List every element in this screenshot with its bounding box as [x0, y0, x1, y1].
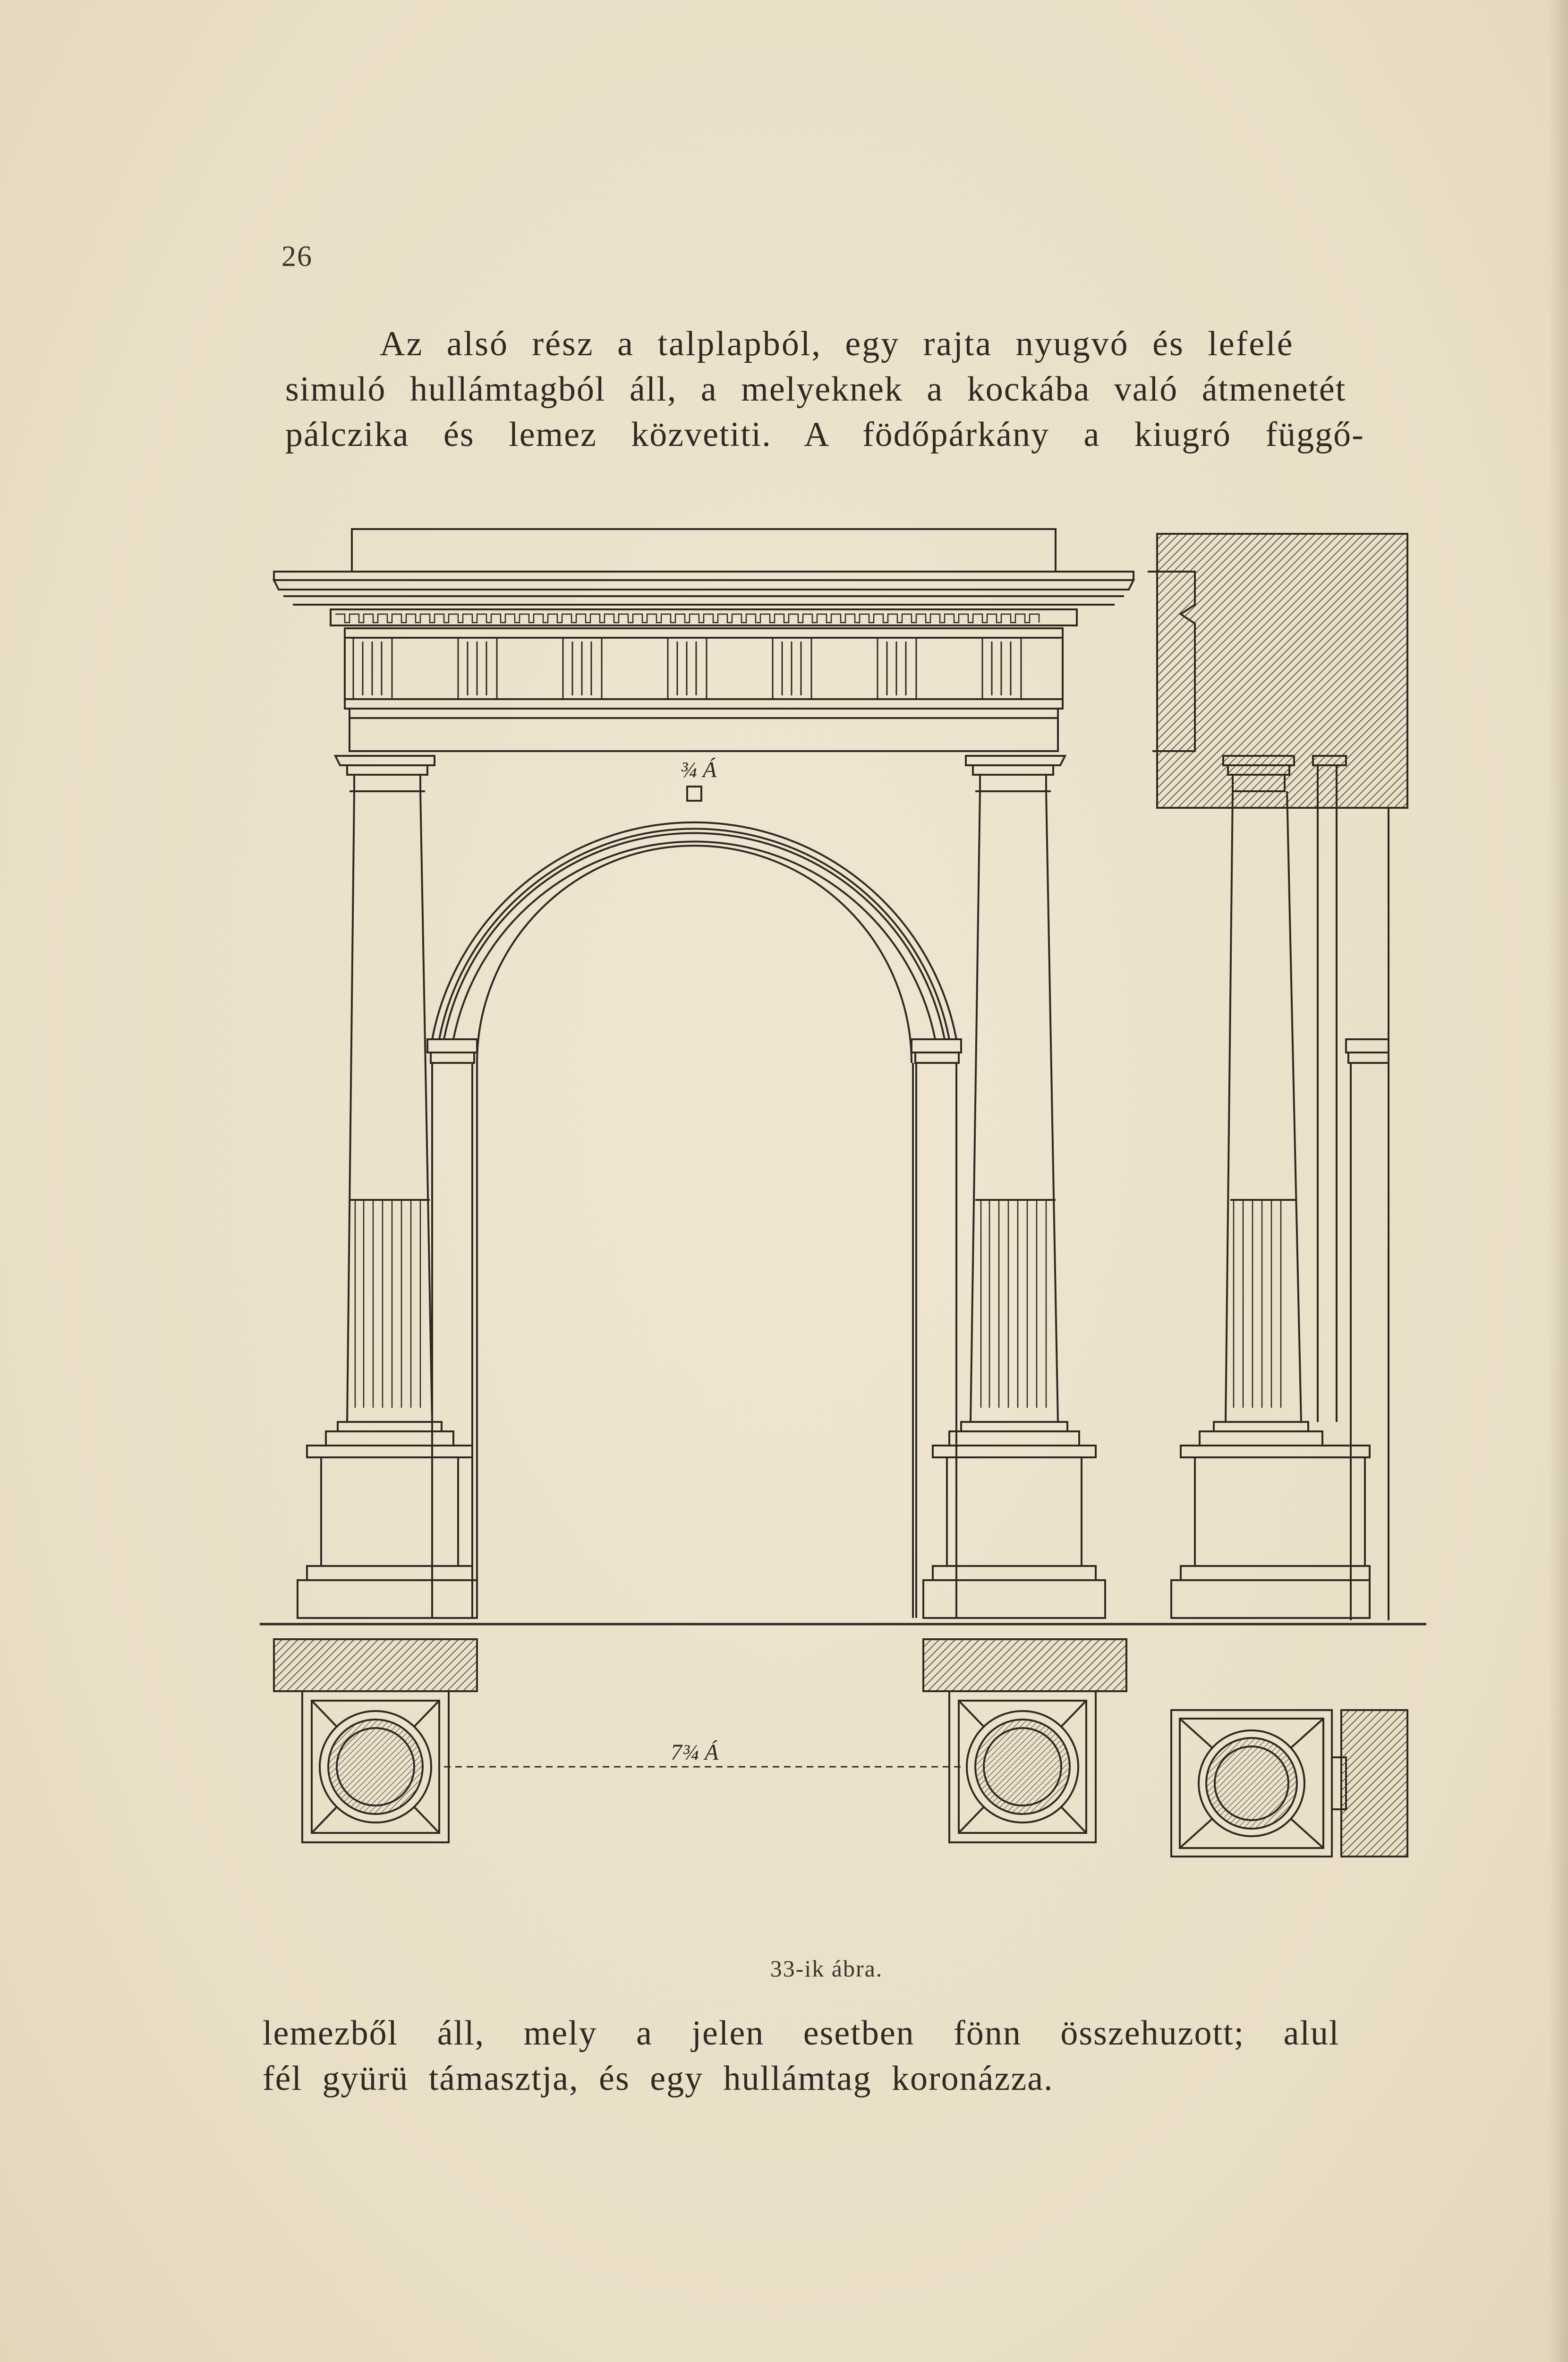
page-number: 26	[281, 240, 313, 273]
right-column	[923, 756, 1105, 1618]
paragraph-bottom	[263, 2011, 1415, 2101]
plan-side-pier	[1171, 1710, 1407, 1857]
arch	[432, 787, 956, 1063]
arch-elevation-drawing	[255, 520, 1445, 1946]
figure-caption: 33-ik ábra.	[770, 1955, 883, 1982]
plan-left-pier	[274, 1639, 477, 1842]
dimension-label-top: ¾ Á	[680, 757, 717, 782]
text-line: Az alsó rész a talplapból, egy rajta nyugvó és lefelé	[380, 325, 1294, 363]
dimension-label-plan: 7¾ Á	[671, 1740, 719, 1765]
left-column	[298, 756, 477, 1618]
entablature	[274, 529, 1133, 751]
side-elevation	[1148, 534, 1407, 1620]
arch-figure	[255, 520, 1445, 1946]
plan-right-pier	[923, 1639, 1126, 1842]
left-impost	[427, 1039, 477, 1618]
right-impost	[912, 1039, 961, 1618]
text-line: simuló hullámtagból áll, a melyeknek a kockába való átmenetét	[285, 370, 1346, 409]
text-line: fél gyürü támasztja, és egy hullámtag koronázza.	[263, 2059, 1054, 2098]
paragraph-top	[285, 321, 1428, 457]
text-line: lemezből áll, mely a jelen esetben fönn összehuzott; alul	[263, 2014, 1340, 2053]
text-line: pálczika és lemez közvetiti. A födőpárkány a kiugró függő-	[285, 415, 1364, 454]
page-edge-shadow	[1549, 0, 1568, 2362]
